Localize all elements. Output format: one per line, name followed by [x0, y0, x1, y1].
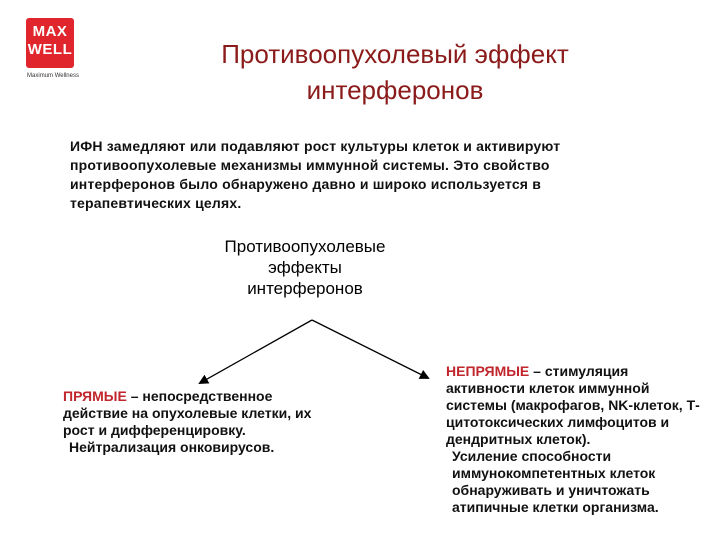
- arrow-left: [200, 320, 312, 383]
- logo-line-1: MAX: [32, 23, 68, 40]
- direct-effects: [63, 388, 325, 456]
- direct-extra: Нейтрализация онковирусов.: [69, 439, 275, 455]
- intro-paragraph: ИФН замедляют или подавляют рост культуры клеток и активируют противоопухолевые механизмы иммунной системы. Это свойство интерферонов было обнаружено давно и широко используется в терапевтических целях.: [70, 138, 561, 211]
- page-title: Противоопухолевый эффект интерферонов: [221, 39, 569, 105]
- indirect-effects: [446, 363, 704, 516]
- logo-line-2: WELL: [27, 41, 73, 58]
- direct-label: ПРЯМЫЕ: [63, 388, 127, 404]
- logo-tagline: Maximum Wellness: [27, 73, 79, 79]
- indirect-text: – стимуляция активности клеток иммунной системы (макрофагов, NK-клеток, Т-цитотоксических лимфоцитов и дендритных клеток).: [446, 363, 700, 447]
- arrow-right: [312, 320, 428, 378]
- indirect-label: НЕПРЯМЫЕ: [446, 363, 530, 379]
- indirect-extra: Усиление способности иммунокомпетентных клеток обнаруживать и уничтожать атипичные клетки организма.: [452, 448, 659, 515]
- center-heading: Противоопухолевые эффекты интерферонов: [224, 237, 386, 298]
- direct-text: – непосредственное действие на опухолевые клетки, их рост и дифференцировку.: [63, 388, 312, 438]
